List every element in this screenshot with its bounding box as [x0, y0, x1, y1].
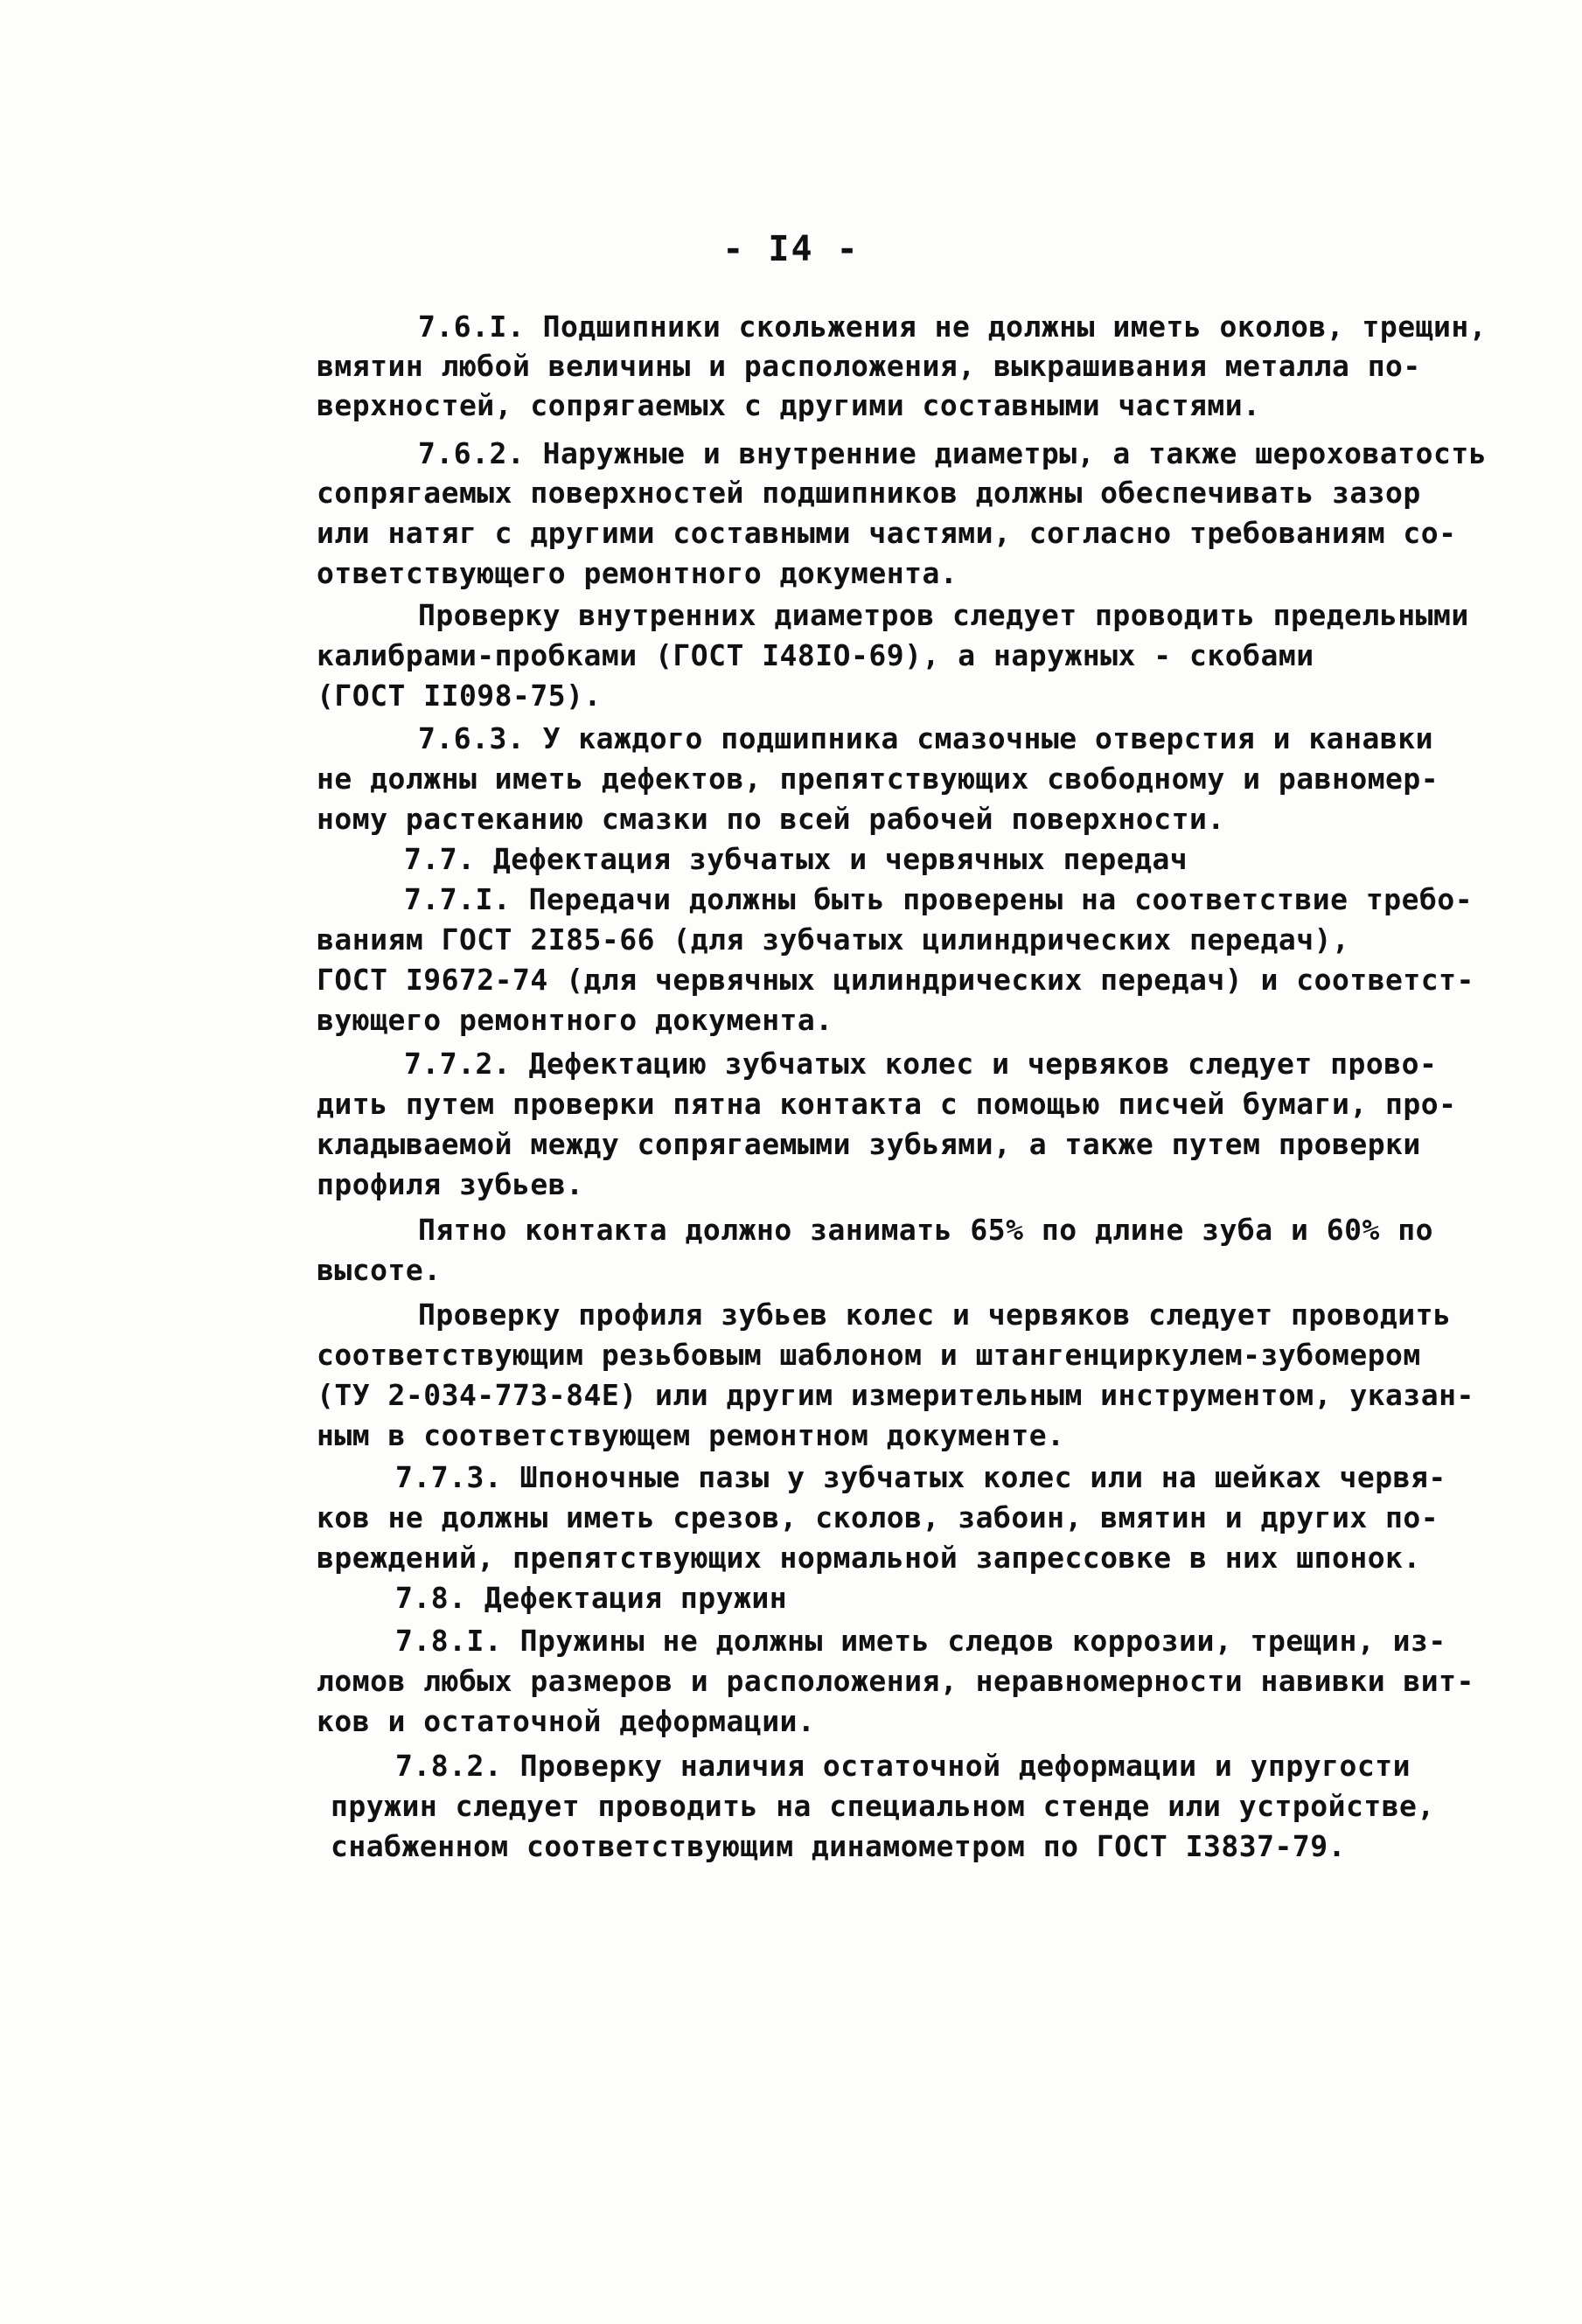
text-line: Проверку профиля зубьев колес и червяков следует проводить: [418, 1298, 1452, 1332]
text-line: дить путем проверки пятна контакта с помощью писчей бумаги, про-: [317, 1087, 1457, 1121]
text-line: 7.7.3. Шпоночные пазы у зубчатых колес или на шейках червя-: [395, 1460, 1446, 1494]
text-line: ков не должны иметь срезов, сколов, забоин, вмятин и других по-: [317, 1500, 1439, 1534]
text-line: (ТУ 2-034-773-84Е) или другим измерительным инструментом, указан-: [317, 1378, 1474, 1412]
section-heading: 7.7. Дефектация зубчатых и червячных передач: [404, 842, 1188, 876]
text-line: кладываемой между сопрягаемыми зубьями, а также путем проверки: [317, 1127, 1421, 1161]
text-line: ному растеканию смазки по всей рабочей поверхности.: [317, 802, 1225, 836]
text-line: ГОСТ I9672-74 (для червячных цилиндрических передач) и соответст-: [317, 963, 1474, 997]
section-heading: 7.8. Дефектация пружин: [395, 1581, 788, 1615]
text-line: Пятно контакта должно занимать 65% по длине зуба и 60% по: [418, 1213, 1433, 1247]
text-line: 7.7.I. Передачи должны быть проверены на соответствие требо-: [404, 882, 1474, 916]
text-line: вреждений, препятствующих нормальной запрессовке в них шпонок.: [317, 1541, 1421, 1575]
text-line: профиля зубьев.: [317, 1167, 584, 1201]
text-line: пружин следует проводить на специальном стенде или устройстве,: [331, 1789, 1435, 1823]
text-line: калибрами-пробками (ГОСТ I48IO-69), а наружных - скобами: [317, 638, 1314, 672]
page-number: - I4 -: [722, 229, 860, 269]
text-line: соответствующим резьбовым шаблоном и штангенциркулем-зубомером: [317, 1338, 1421, 1372]
text-line: не должны иметь дефектов, препятствующих свободному и равномер-: [317, 762, 1439, 796]
text-line: вующего ремонтного документа.: [317, 1003, 833, 1037]
text-line: (ГОСТ II098-75).: [317, 678, 602, 713]
text-line: ков и остаточной деформации.: [317, 1704, 816, 1738]
text-line: или натяг с другими составными частями, согласно требованиям со-: [317, 516, 1457, 550]
text-line: 7.8.2. Проверку наличия остаточной деформации и упругости: [395, 1749, 1411, 1783]
text-line: ным в соответствующем ремонтном документе.: [317, 1418, 1065, 1452]
text-line: 7.6.2. Наружные и внутренние диаметры, а также шероховатость: [418, 436, 1488, 470]
text-line: высоте.: [317, 1253, 442, 1287]
text-line: 7.6.3. У каждого подшипника смазочные отверстия и канавки: [418, 721, 1433, 755]
text-line: сопрягаемых поверхностей подшипников должны обеспечивать зазор: [317, 476, 1421, 510]
text-line: 7.7.2. Дефектацию зубчатых колес и червяков следует прово-: [404, 1047, 1438, 1081]
text-line: вмятин любой величины и расположения, выкрашивания металла по-: [317, 349, 1421, 383]
text-line: верхностей, сопрягаемых с другими составными частями.: [317, 388, 1261, 422]
text-line: 7.8.I. Пружины не должны иметь следов коррозии, трещин, из-: [395, 1624, 1446, 1658]
text-line: Проверку внутренних диаметров следует проводить предельными: [418, 598, 1469, 632]
text-line: ломов любых размеров и расположения, неравномерности навивки вит-: [317, 1664, 1474, 1698]
text-line: 7.6.I. Подшипники скольжения не должны иметь околов, трещин,: [418, 310, 1488, 344]
text-line: ваниям ГОСТ 2I85-66 (для зубчатых цилиндрических передач),: [317, 922, 1350, 957]
text-line: ответствующего ремонтного документа.: [317, 556, 958, 590]
text-line: снабженном соответствующим динамометром по ГОСТ I3837-79.: [331, 1829, 1346, 1863]
